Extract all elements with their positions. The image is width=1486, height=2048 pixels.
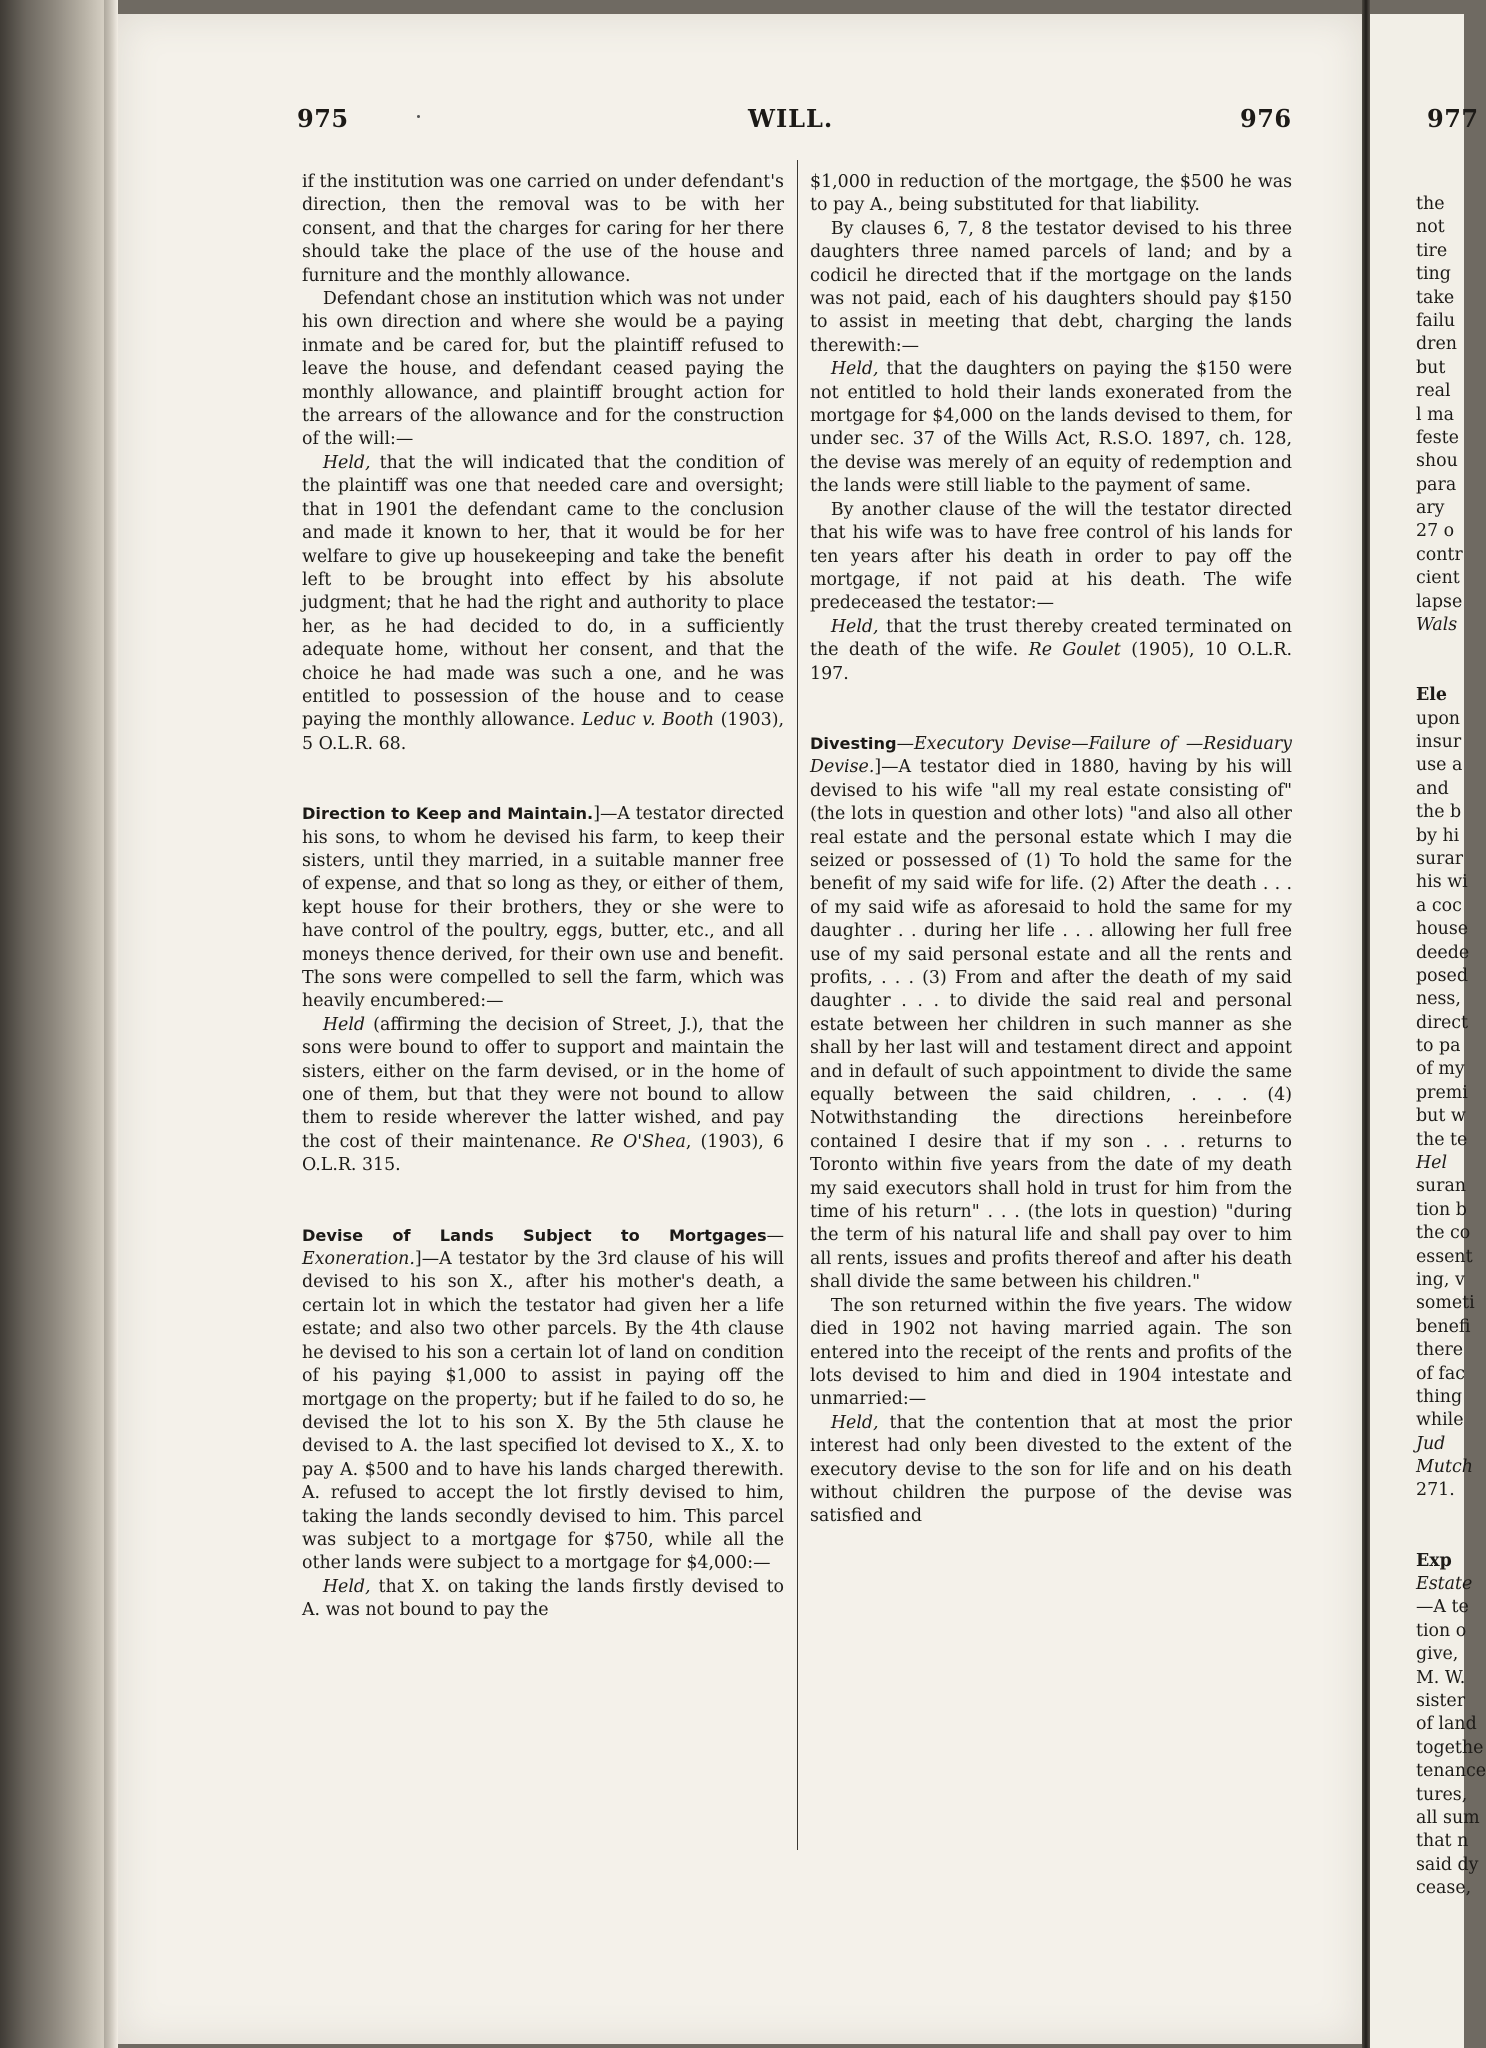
paragraph — [302, 1014, 784, 1178]
edge-text-line: togethe — [1416, 1737, 1484, 1758]
edge-text-line: suran — [1416, 1176, 1467, 1197]
edge-text-line: benefi — [1416, 1316, 1471, 1337]
edge-text-line: posed — [1416, 965, 1468, 986]
edge-text-column — [1416, 193, 1486, 1901]
paragraph — [810, 499, 1292, 616]
edge-text-line: the — [1416, 194, 1445, 214]
edge-text-line: Mutch — [1416, 1457, 1473, 1478]
section-subheading: Exoneration. — [302, 1249, 415, 1270]
edge-text-line: premi — [1416, 1082, 1468, 1103]
edge-text-line: his wi — [1416, 872, 1468, 893]
paragraph — [302, 1576, 784, 1623]
edge-text-line: all sum — [1416, 1807, 1480, 1828]
edge-text-line: but — [1416, 357, 1446, 378]
held-label: Held — [322, 1014, 366, 1035]
edge-text-line: failu — [1416, 310, 1456, 331]
edge-text-line: insur — [1416, 731, 1462, 752]
held-label: Held, — [830, 616, 879, 637]
scan-speck — [417, 115, 420, 118]
section-entry — [302, 1224, 784, 1576]
edge-text-line: said dy — [1416, 1854, 1479, 1875]
edge-text-line: surar — [1416, 848, 1464, 869]
paragraph — [302, 288, 784, 452]
edge-text-line: cient — [1416, 568, 1460, 589]
edge-text-line: but w — [1416, 1106, 1466, 1127]
edge-text-line: there — [1416, 1340, 1464, 1361]
edge-text-line: 27 o — [1416, 521, 1455, 542]
edge-text-line: real — [1416, 381, 1451, 402]
edge-text-line: para — [1416, 474, 1457, 495]
page-gutter — [1362, 0, 1370, 2048]
section-subheading: —Executory Devise—Failure of —Residuary Devise. — [810, 733, 1292, 778]
edge-text-line: of fac — [1416, 1363, 1465, 1384]
edge-text-line: Estate — [1416, 1574, 1473, 1595]
edge-text-line: M. W. — [1416, 1667, 1466, 1688]
paragraph-text: ]—A testator by the 3rd clause of his will devised to his son X., after his mother's death, a certain lot in which the testator had given her a life estate; and also two other parcels. By the 4th clause he devised to his son a certain lot of land on condition of his paying $1,000 to assist in paying off the mortgage on the property; but if he failed to do so, he devised the lot to his son X. By the 5th clause he devised to A. the last specified lot devised to X., X. to pay A. $500 and to have his lands charged therewith. A. refused to accept the lot firstly devised to him, taking the lands secondly devised to him. This parcel was subject to a mortgage for $750, while all the other lands were subject to a mortgage for $4,000:— — [302, 1249, 784, 1574]
next-page-edge — [1370, 14, 1486, 2048]
edge-text-line: ness, — [1416, 989, 1461, 1010]
edge-text-line: direct — [1416, 1012, 1469, 1033]
edge-text-line: Exp — [1416, 1550, 1452, 1571]
edge-text-line: dren — [1416, 334, 1457, 355]
edge-text-line: take — [1416, 287, 1455, 308]
paragraph — [302, 171, 784, 288]
edge-text-line: essent — [1416, 1246, 1473, 1267]
edge-text-line: deede — [1416, 942, 1470, 963]
edge-text-line: of my — [1416, 1059, 1465, 1080]
edge-text-line: Hel — [1416, 1153, 1448, 1174]
held-label: Held, — [322, 452, 371, 473]
edge-text-line: not — [1416, 217, 1445, 238]
section-heading: Devise of Lands Subject to Mortgages — [302, 1225, 767, 1245]
edge-text-line: use a — [1416, 755, 1463, 776]
citation: , (1903), 6 O.L.R. 315. — [302, 1131, 784, 1176]
case-name: Leduc v. Booth — [581, 710, 715, 731]
paragraph — [810, 218, 1292, 358]
paragraph — [302, 452, 784, 756]
edge-text-line: house — [1416, 919, 1469, 940]
edge-text-line — [1416, 661, 1476, 684]
paragraph-text: ]—A testator died in 1880, having by his will devised to his wife "all my real estate consisting of" (the lots in question and other lots) "and also all other real estate and the personal estate which I may die seized or possessed of (1) To hold the same for the benefit of my said wife for life. (2) After the death . . . of my said wife as aforesaid to hold the same for my daughter . . during her life . . . allowing her full free use of my said personal estate and all the rents and profits, . . . (3) From and after the death of my said daughter . . . to divide the said real and personal estate between her children in such manner as she shall by her last will and testament direct and appoint and in default of such appointment to divide the same equally between the said children, . . . (4) Notwithstanding the directions hereinbefore contained I desire that if my son . . . returns to Toronto within five years from the date of my death my said executors shall hold in trust for him from the time of his return" . . . (the lots in question) "during the term of his natural life and shall pay over to him all rents, issues and profits thereof and after his death shall divide the same between his children." — [810, 757, 1292, 1293]
paragraph-text: By another clause of the will the testator directed that his wife was to have free control of his lands for ten years after his death in order to pay off the mortgage, if not paid at his death. The wife predeceased the testator:— — [810, 499, 1292, 614]
paragraph-text: that the contention that at most the prior interest had only been divested to the extent of the executory devise to the son for life and on his death without children the purpose of the devise was satisfied and — [810, 1412, 1292, 1527]
edge-text-line: Wals — [1416, 615, 1458, 636]
left-column — [302, 171, 784, 1623]
edge-text-line: upon — [1416, 708, 1461, 729]
edge-text-line: by hi — [1416, 825, 1460, 846]
paragraph — [810, 358, 1292, 498]
edge-text-line: Jud — [1416, 1433, 1446, 1454]
section-entry — [302, 802, 784, 1014]
paragraph-text: if the institution was one carried on under defendant's direction, then the removal was to be with her consent, and that the charges for caring for her there should take the place of the use of the house and furniture and the monthly allowance. — [302, 172, 784, 286]
page-number-left: 975 — [297, 104, 349, 133]
edge-text-line: —A te — [1416, 1597, 1469, 1618]
held-label: Held, — [322, 1576, 371, 1597]
edge-text-line: tenance — [1416, 1761, 1486, 1782]
edge-text-line: tire — [1416, 240, 1448, 261]
paragraph-text: The son returned within the five years. The widow died in 1902 not having married again. The son entered into the receipt of the rents and profits of the lots devised to him and died in 1904 intestate and unmarried:— — [810, 1295, 1292, 1410]
paragraph — [810, 171, 1292, 218]
edge-text-line: sister — [1416, 1691, 1466, 1711]
edge-text-line: cease, — [1416, 1878, 1472, 1899]
column-divider — [797, 160, 798, 1850]
edge-text-line: a coc — [1416, 895, 1462, 916]
paragraph-text: that X. on taking the lands firstly devised to A. was not bound to pay the — [302, 1576, 784, 1621]
edge-text-line: contr — [1416, 544, 1463, 565]
held-label: Held, — [830, 1412, 879, 1433]
edge-text-line: to pa — [1416, 1036, 1461, 1057]
running-title: WILL. — [748, 104, 834, 133]
edge-text-line: give, — [1416, 1644, 1459, 1665]
heading-dash: — — [766, 1225, 784, 1246]
edge-text-line — [1416, 1503, 1476, 1526]
edge-text-line: tures, — [1416, 1784, 1468, 1805]
paragraph-text: that the trust thereby created terminated on the death of the wife. — [810, 616, 1292, 661]
section-heading: Direction to Keep and Maintain. — [302, 804, 594, 824]
edge-text-line: ary — [1416, 498, 1445, 519]
case-name: Re O'Shea — [590, 1131, 686, 1152]
edge-text-line: that n — [1416, 1831, 1469, 1852]
paragraph — [810, 616, 1292, 686]
paragraph-text: Defendant chose an institution which was not under his own direction and where she would be a paying inmate and be cared for, but the plaintiff refused to leave the house, and defendant ceased paying the monthly allowance, and plaintiff brought action for the arrears of the allowance and for the construction of the will:— — [302, 289, 784, 450]
paragraph-text: that the will indicated that the condition of the plaintiff was one that needed care and oversight; that in 1901 the defendant came to the conclusion and made it known to her, that it would be for her welfare to give up housekeeping and take the benefit left to be brought into effect by his absolute judgment; that he had the right and authority to place her, as he had decided to do, in a sufficiently adequate home, without her consent, and that the choice he had made was such a one, and he was entitled to possession of the house and to cease paying the monthly allowance. — [302, 452, 784, 731]
edge-text-line: tion b — [1416, 1199, 1467, 1220]
edge-text-line: lapse — [1416, 591, 1463, 612]
edge-text-line: Ele — [1416, 685, 1447, 706]
citation: (1905), 10 O.L.R. 197. — [810, 640, 1292, 684]
book-binding-edge — [0, 0, 118, 2048]
page-number-right: 976 — [1240, 104, 1292, 133]
case-name: Re Goulet — [1028, 640, 1121, 661]
edge-text-line: feste — [1416, 427, 1459, 448]
paragraph — [810, 1412, 1292, 1529]
paragraph-text: $1,000 in reduction of the mortgage, the $500 he was to pay A., being substituted for that liability. — [810, 172, 1292, 216]
edge-text-line: tion o — [1416, 1620, 1467, 1641]
paragraph-text: that the daughters on paying the $150 were not entitled to hold their lands exonerated from the mortgage for $4,000 on the lands devised to them, for under sec. 37 of the Wills Act, R.S.O. 1897, ch. 128, the devise was merely of an equity of redemption and the lands were still liable to the payment of same. — [810, 359, 1292, 497]
edge-text-line: l ma — [1416, 404, 1454, 425]
edge-text-line: ting — [1416, 264, 1451, 285]
paragraph-text: (affirming the decision of Street, J.), that the sons were bound to offer to support and maintain the sisters, either on the farm devised, or in the home of one of them, but that they were not bound to allow them to reside wherever the latter wished, and pay the cost of their maintenance. — [302, 1014, 784, 1152]
paragraph-text: By clauses 6, 7, 8 the testator devised to his three daughters three named parcels of land; and by a codicil he directed that if the mortgage on the lands was not paid, each of his daughters should pay $150 to assist in meeting that debt, charging the lands therewith:— — [810, 218, 1292, 356]
held-label: Held, — [830, 359, 879, 380]
paragraph-text: ]—A testator directed his sons, to whom he devised his farm, to keep their sisters, until they married, in a suitable manner free of expense, and that so long as they, or either of them, kept house for their brothers, they or she were to have control of the poultry, eggs, butter, etc., and all moneys thence derived, for their own use and benefit. The sons were compelled to sell the farm, which was heavily encumbered:— — [302, 804, 785, 1012]
section-entry — [810, 732, 1292, 1295]
edge-text-line: the b — [1416, 802, 1462, 823]
edge-text-line: someti — [1416, 1293, 1475, 1314]
edge-text-line: while — [1416, 1410, 1464, 1431]
section-heading: Divesting — [810, 733, 897, 753]
edge-text-line: shou — [1416, 451, 1458, 472]
right-column — [810, 171, 1292, 1529]
paragraph — [810, 1295, 1292, 1412]
page-number-edge: 977 — [1427, 104, 1479, 133]
edge-text-line — [1416, 637, 1476, 660]
edge-text-line: and — [1416, 778, 1449, 799]
edge-text-line: 271. — [1416, 1480, 1455, 1501]
citation: (1903), 5 O.L.R. 68. — [302, 710, 785, 754]
edge-text-line: the co — [1416, 1223, 1471, 1244]
edge-text-line: thing — [1416, 1386, 1463, 1407]
edge-text-line: the te — [1416, 1129, 1468, 1150]
edge-text-line: ing, v — [1416, 1269, 1465, 1290]
edge-text-line: of land — [1416, 1714, 1477, 1735]
edge-text-line — [1416, 1526, 1476, 1549]
